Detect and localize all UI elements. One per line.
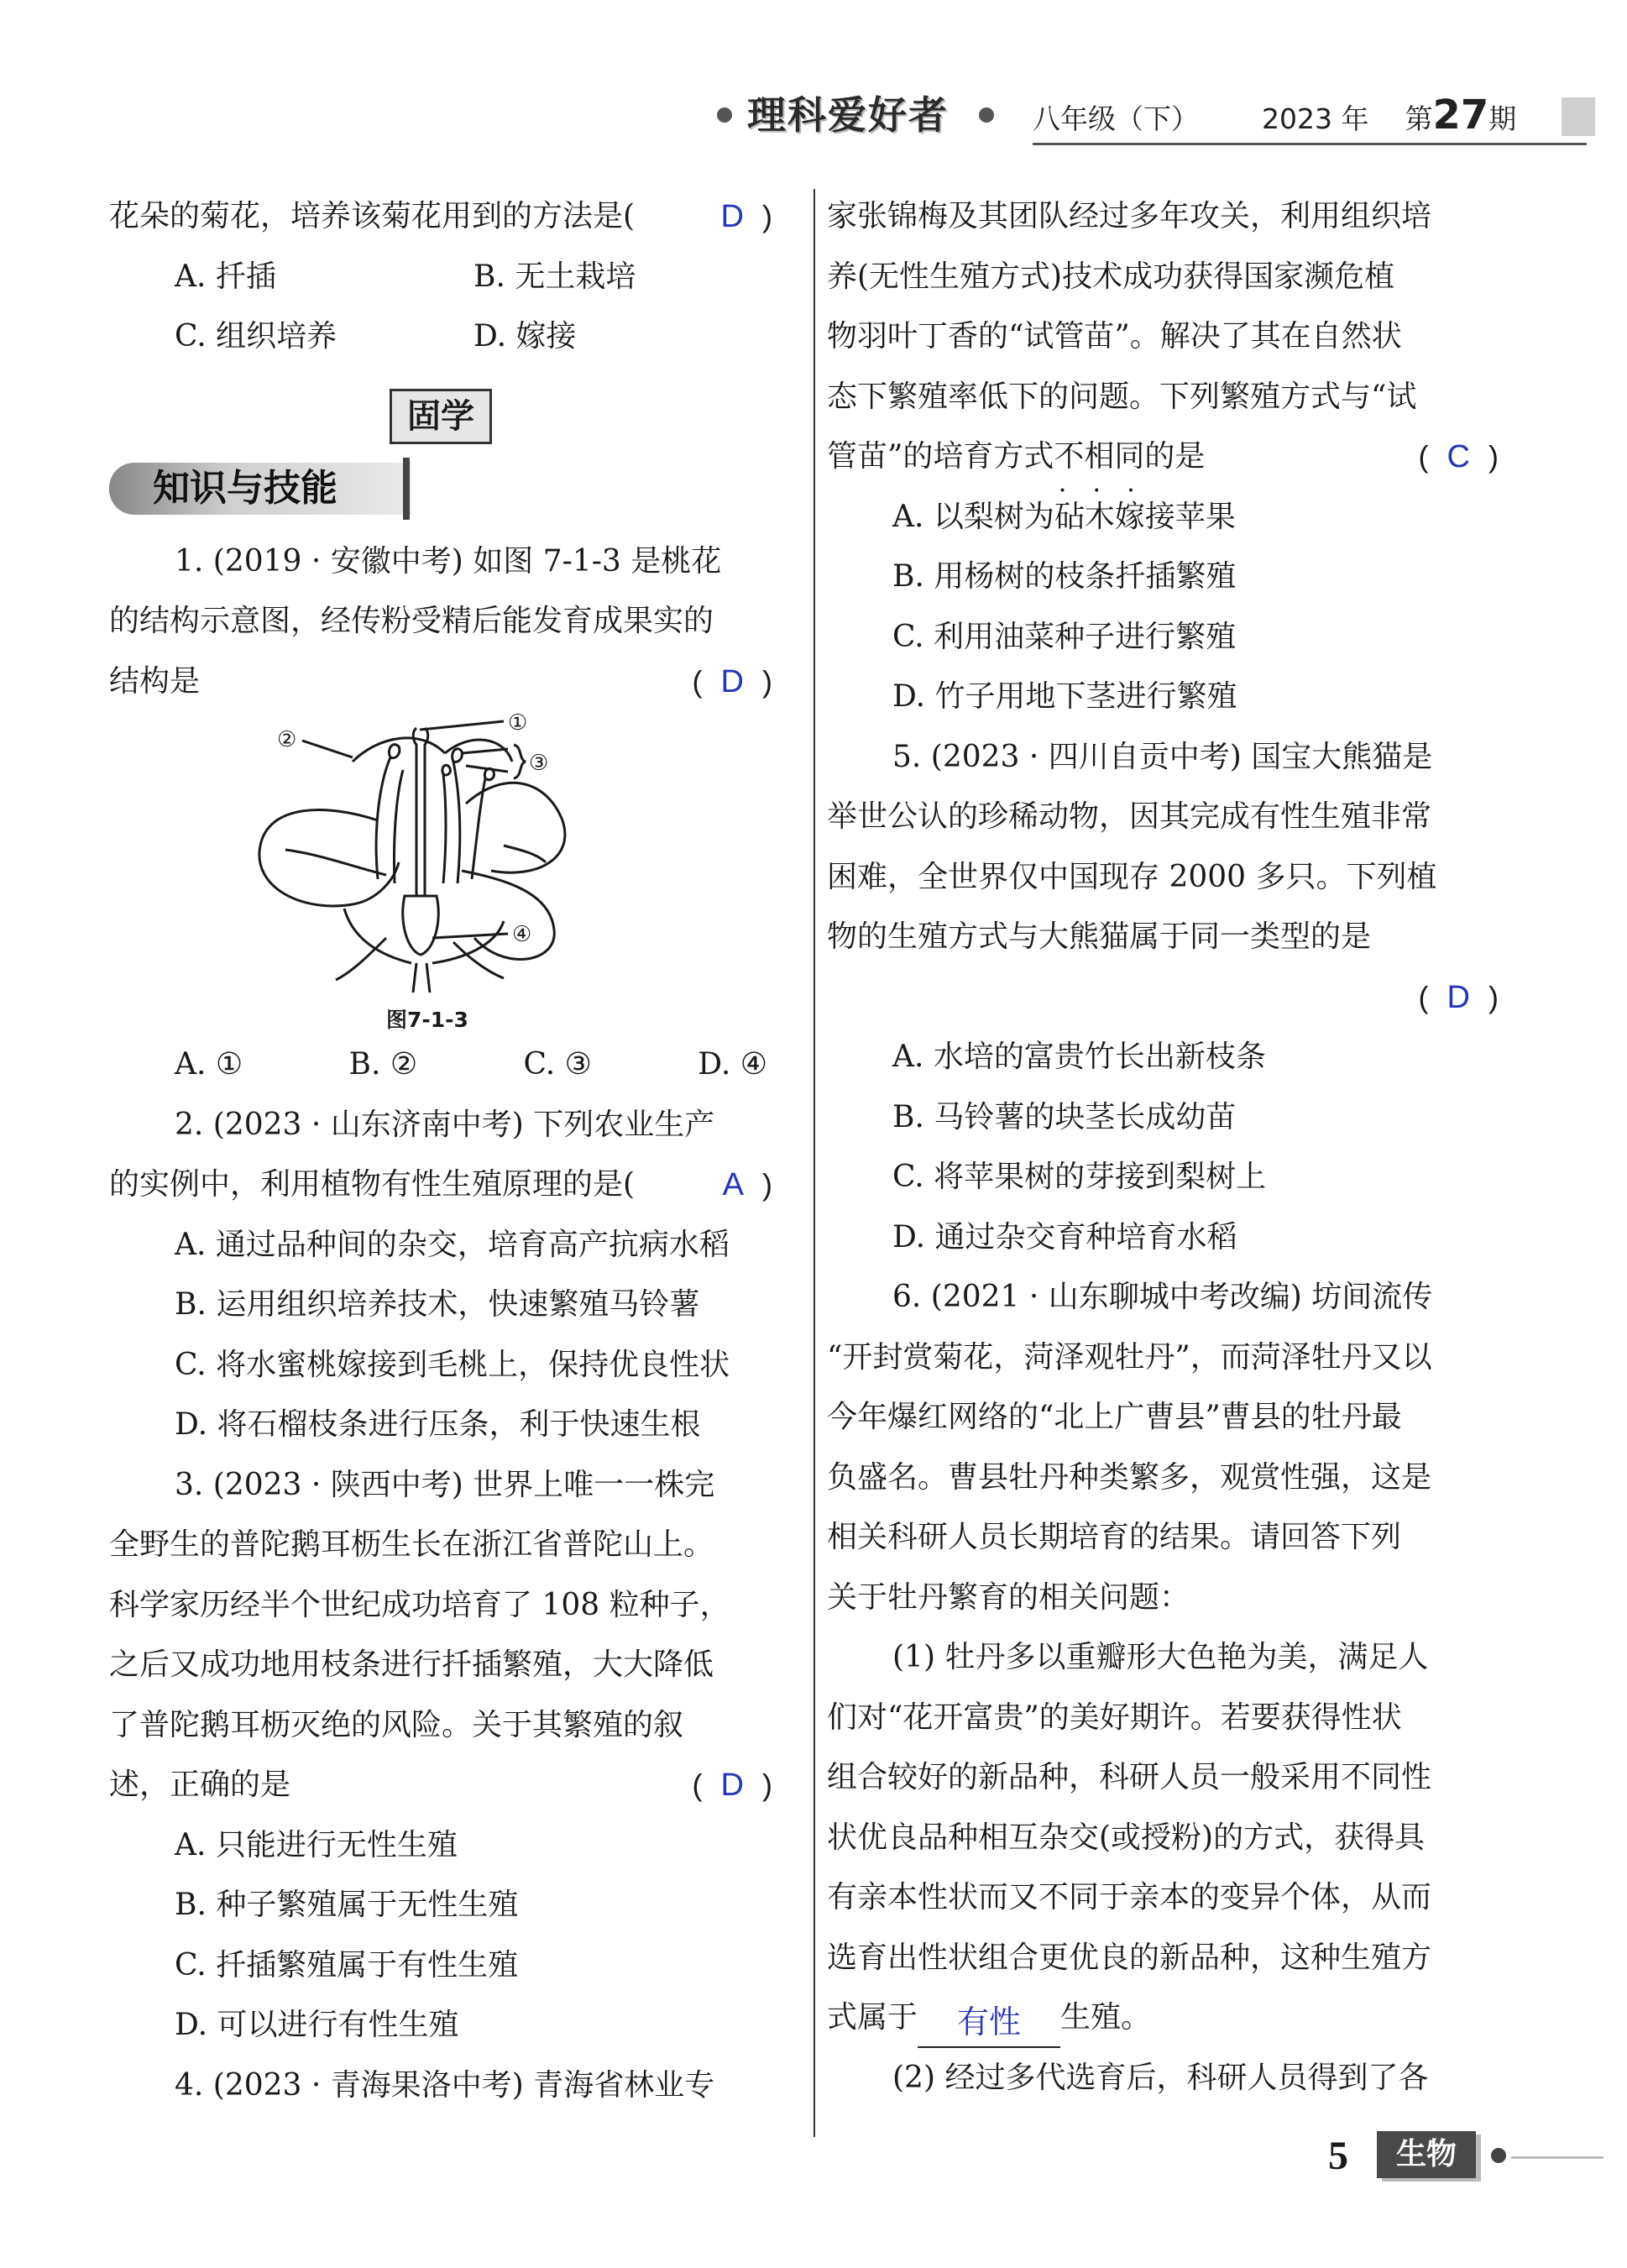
option-d: D. 可以进行有性生殖 xyxy=(175,2008,459,2042)
header-rule xyxy=(1033,143,1587,145)
q6-sub2-line: (2) 经过多代选育后，科研人员得到了各 xyxy=(892,2060,1429,2095)
banner-bar xyxy=(403,458,410,520)
figure-caption: 图7-1-3 xyxy=(386,1008,468,1032)
option-b: B. 马铃薯的块茎长成幼苗 xyxy=(892,1099,1237,1134)
issue-info xyxy=(1033,91,1516,139)
fill-answer: 有性 xyxy=(957,2004,1022,2040)
q5-stem-line: 5. (2023 · 四川自贡中考) 国宝大熊猫是 xyxy=(892,739,1433,774)
year-label: 2023 年 xyxy=(1262,102,1369,135)
q4-stem-line: 管苗”的培育方式不相同 • • •的是 ( C ) xyxy=(827,427,1499,487)
q3-answer: ( D ) xyxy=(692,1768,772,1803)
q4-stem-line: 物羽叶丁香的“试管苗”。解决了其在自然状 xyxy=(827,319,1402,354)
column-divider xyxy=(814,189,815,2137)
q4-stem-line: 态下繁殖率低下的问题。下列繁殖方式与“试 xyxy=(827,379,1417,414)
q6-stem-line: 负盛名。曹县牡丹种类繁多，观赏性强，这是 xyxy=(827,1459,1432,1495)
q5-answer-line xyxy=(827,967,1499,1028)
option-c: C. 扦插繁殖属于有性生殖 xyxy=(175,1947,519,1983)
label-1: ① xyxy=(508,711,528,736)
section-title: 固学 xyxy=(390,389,492,444)
option-b: B. 无土栽培 xyxy=(473,259,636,294)
q1-stem-line: 的结构示意图，经传粉受精后能发育成果实的 xyxy=(109,604,714,638)
option-b: B. 种子繁殖属于无性生殖 xyxy=(175,1888,519,1922)
q3-stem-line: 之后又成功地用枝条进行扦插繁殖，大大降低 xyxy=(109,1647,714,1682)
q1-stem-line: 结构是 ( D ) xyxy=(109,652,772,712)
issue-number: 27 xyxy=(1432,92,1489,139)
q5-stem-line: 举世公认的珍稀动物，因其完成有性生殖非常 xyxy=(827,799,1432,834)
footer-dot xyxy=(1491,2148,1506,2163)
flower-diagram xyxy=(252,711,604,997)
option-b: B. 用杨树的枝条扦插繁殖 xyxy=(892,559,1237,594)
option-d: D. ④ xyxy=(698,1047,767,1082)
label-4: ④ xyxy=(512,922,532,947)
q6-sub1-line: 式属于 有性 生殖。 xyxy=(827,1988,1499,2048)
option-a: A. 扦插 xyxy=(175,259,276,294)
q4-answer: ( C ) xyxy=(1418,439,1499,474)
q2-stem-line: 的实例中，利用植物有性生殖原理的是( A ) xyxy=(109,1155,772,1215)
section-heading xyxy=(109,367,772,451)
grade-label: 八年级（下） xyxy=(1033,102,1199,135)
q2-stem-line: 2. (2023 · 山东济南中考) 下列农业生产 xyxy=(175,1107,715,1142)
q6-stem-line: 相关科研人员长期培育的结果。请回答下列 xyxy=(827,1520,1402,1554)
option-c: C. 将苹果树的芽接到梨树上 xyxy=(892,1160,1267,1194)
q0-options-row2 xyxy=(109,306,772,367)
q0-options-row1 xyxy=(109,247,772,307)
option-d: D. 竹子用地下茎进行繁殖 xyxy=(892,679,1237,714)
subject-tag: 生物 xyxy=(1377,2131,1476,2178)
header-bar xyxy=(1562,97,1595,136)
answer-blank xyxy=(918,1999,1060,2048)
header-dot-left xyxy=(717,107,732,123)
page-number: 5 xyxy=(1328,2134,1348,2178)
issue-prefix: 第 xyxy=(1405,102,1433,135)
q6-stem-line: 关于牡丹繁育的相关问题： xyxy=(827,1579,1190,1615)
knowledge-banner xyxy=(109,451,772,532)
q6-sub1-line: 选育出性状组合更优良的新品种，这种生殖方 xyxy=(827,1940,1432,1975)
q3-stem-line: 科学家历经半个世纪成功培育了 108 粒种子， xyxy=(109,1587,730,1622)
left-column xyxy=(109,186,772,2115)
q5-stem-line: 物的生殖方式与大熊猫属于同一类型的是 xyxy=(827,919,1372,954)
option-b: B. ② xyxy=(348,1047,418,1082)
q6-sub1-line: 们对“花开富贵”的美好期许。若要获得性状 xyxy=(827,1700,1402,1735)
option-d: D. 嫁接 xyxy=(473,319,577,354)
q4-stem-line: 4. (2023 · 青海果洛中考) 青海省林业专 xyxy=(175,2067,715,2103)
q6-sub1-line: 状优良品种相互杂交(或授粉)的方式，获得具 xyxy=(827,1820,1426,1855)
option-c: C. 利用油菜种子进行繁殖 xyxy=(892,619,1237,654)
q1-options xyxy=(109,1034,772,1095)
option-d: D. 通过杂交育种培育水稻 xyxy=(892,1219,1237,1254)
option-a: A. ① xyxy=(175,1047,243,1082)
q3-stem-line: 全野生的普陀鹅耳枥生长在浙江省普陀山上。 xyxy=(109,1527,714,1562)
q5-answer: ( D ) xyxy=(1418,979,1499,1015)
header-dot-right xyxy=(979,107,994,123)
option-a: A. 水培的富贵竹长出新枝条 xyxy=(892,1040,1266,1074)
q6-sub1-line: 组合较好的新品种，科研人员一般采用不同性 xyxy=(827,1760,1432,1794)
peach-flower-figure xyxy=(109,711,772,1034)
page-header xyxy=(688,91,1595,141)
footer-rule xyxy=(1511,2156,1603,2159)
option-a: A. 以梨树为砧木嫁接苹果 xyxy=(892,499,1236,534)
option-a: A. 只能进行无性生殖 xyxy=(175,1827,458,1862)
q6-stem-line: “开封赏菊花，菏泽观牡丹”，而菏泽牡丹又以 xyxy=(827,1339,1432,1375)
brand-title: 理科爱好者 xyxy=(747,92,949,138)
option-c: C. 组织培养 xyxy=(175,319,337,354)
q3-stem-line: 3. (2023 · 陕西中考) 世界上唯一一株完 xyxy=(175,1467,715,1502)
q6-stem-line: 今年爆红网络的“北上广曹县”曹县的牡丹最 xyxy=(827,1400,1402,1434)
q2-answer: A ) xyxy=(722,1167,772,1202)
q1-answer: ( D ) xyxy=(692,663,772,699)
emphasis-text: 不相同 • • • xyxy=(1054,427,1144,487)
q6-sub1-line: (1) 牡丹多以重瓣形大色艳为美，满足人 xyxy=(892,1640,1429,1674)
issue-suffix: 期 xyxy=(1488,102,1517,135)
q0-stem: 花朵的菊花，培养该菊花用到的方法是( D ) xyxy=(109,186,772,247)
q0-answer: D ) xyxy=(720,199,772,234)
q4-stem-line: 养(无性生殖方式)技术成功获得国家濒危植 xyxy=(827,259,1395,294)
q3-stem-line: 述，正确的是 ( D ) xyxy=(109,1755,772,1815)
q1-stem-line: 1. (2019 · 安徽中考) 如图 7-1-3 是桃花 xyxy=(175,543,722,579)
option-b: B. 运用组织培养技术，快速繁殖马铃薯 xyxy=(175,1287,700,1322)
q4-stem-line: 家张锦梅及其团队经过多年攻关，利用组织培 xyxy=(827,199,1432,233)
banner-title: 知识与技能 xyxy=(153,466,337,510)
option-d: D. 将石榴枝条进行压条，利于快速生根 xyxy=(175,1407,701,1442)
label-2: ② xyxy=(277,727,297,752)
right-column xyxy=(827,186,1499,2108)
option-a: A. 通过品种间的杂交，培育高产抗病水稻 xyxy=(175,1227,730,1262)
q6-sub1-line: 有亲本性状而又不同于亲本的变异个体，从而 xyxy=(827,1880,1432,1914)
option-c: C. 将水蜜桃嫁接到毛桃上，保持优良性状 xyxy=(175,1347,730,1382)
q5-stem-line: 困难，全世界仅中国现存 2000 多只。下列植 xyxy=(827,859,1437,894)
q3-stem-line: 了普陀鹅耳枥灭绝的风险。关于其繁殖的叙 xyxy=(109,1707,684,1742)
option-c: C. ③ xyxy=(523,1047,592,1082)
label-3: ③ xyxy=(529,751,549,776)
q6-stem-line: 6. (2021 · 山东聊城中考改编) 坊间流传 xyxy=(892,1280,1433,1314)
